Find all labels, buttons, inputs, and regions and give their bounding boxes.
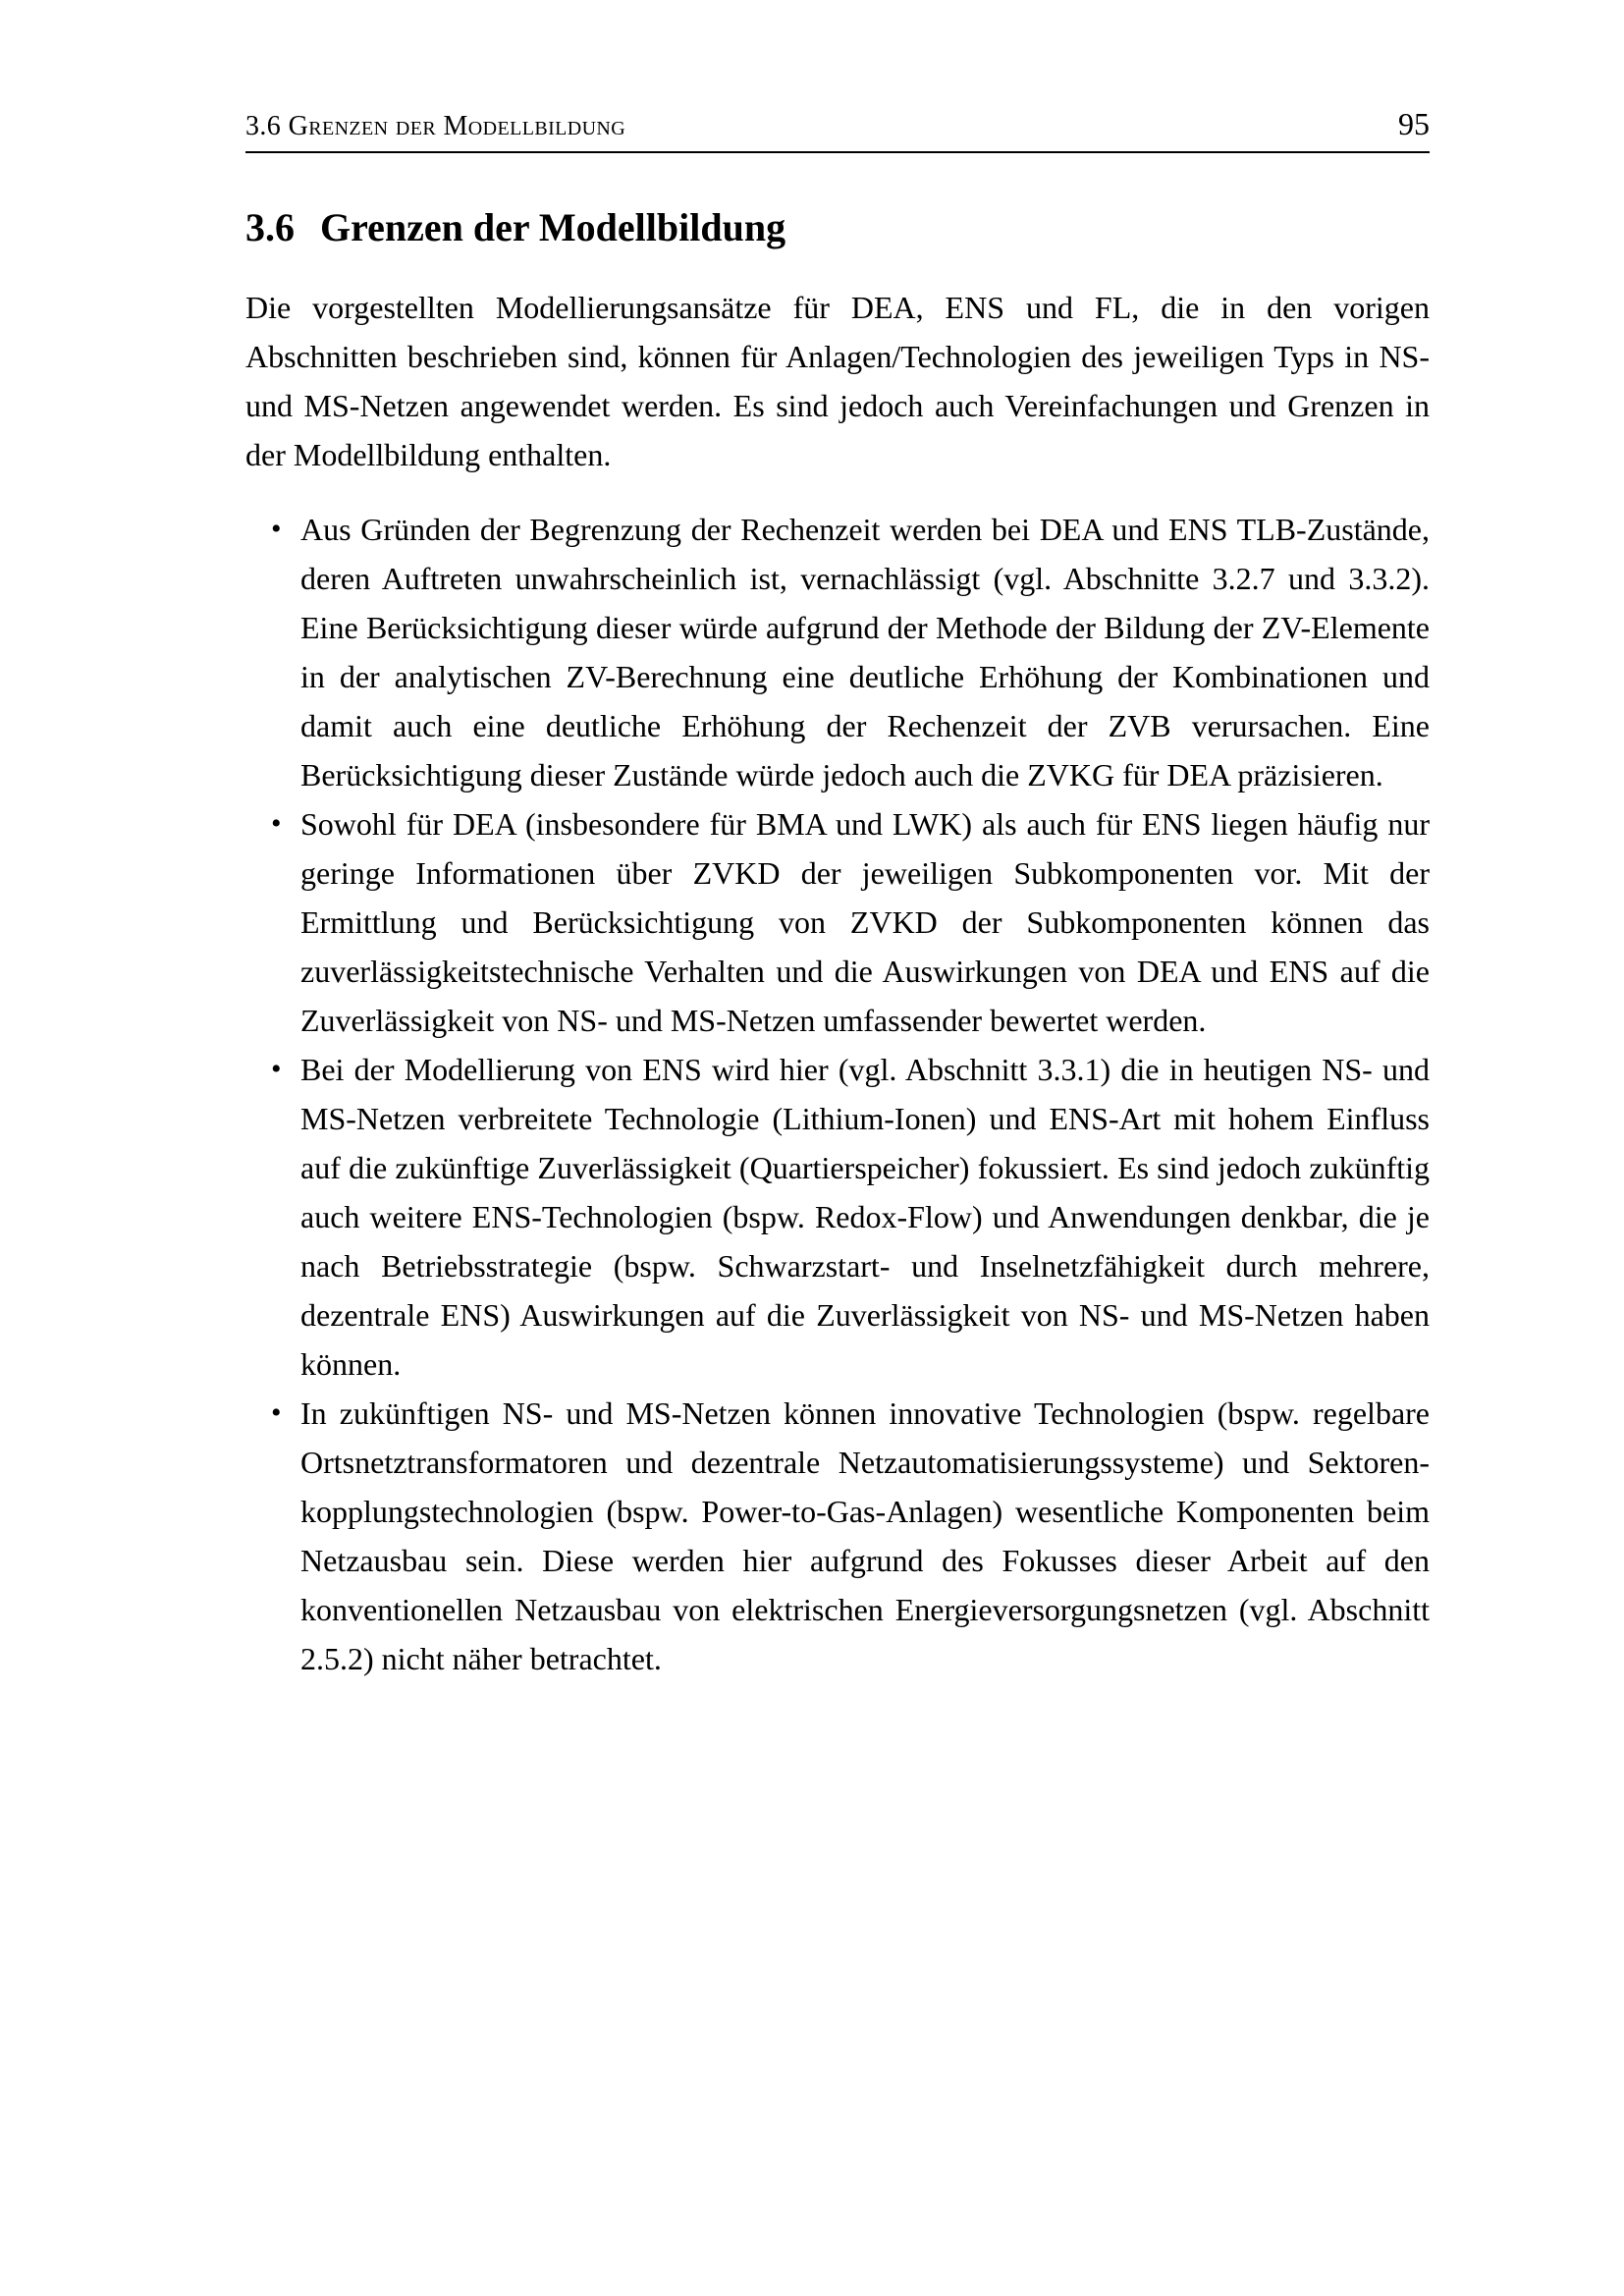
list-item	[271, 799, 1430, 1045]
bullet-marker: •	[271, 807, 282, 840]
list-item-text: Sowohl für DEA (insbesondere für BMA und LWK) als auch für ENS liegen häufig nur geringe Informationen über ZVKD der jeweiligen Subkomponenten vor. Mit der Ermittlung und Berücksichtigung von ZVKD der Subkomponenten können das zuverlässigkeitstechnische Verhalten und die Auswirkungen von DEA und ENS auf die Zuverlässigkeit von NS- und MS-Netzen umfassender bewertet werden.	[300, 806, 1430, 1038]
section-number: 3.6	[245, 205, 295, 249]
section-title: Grenzen der Modellbildung	[320, 205, 786, 249]
intro-paragraph: Die vorgestellten Modellierungsansätze für DEA, ENS und FL, die in den vorigen Abschnitten beschrieben sind, können für Anlagen/Technologien des jeweiligen Typs in NS- und MS-Netzen angewendet werden. Es sind jedoch auch Vereinfachungen und Grenzen in der Modellbildung enthalten.	[245, 290, 1430, 472]
list-item	[271, 505, 1430, 799]
list-item-text: Aus Gründen der Begrenzung der Rechenzeit werden bei DEA und ENS TLB-Zustände, deren Auftreten unwahrscheinlich ist, vernachlässigt (vgl. Abschnitte 3.2.7 und 3.3.2). Eine Berücksichtigung dieser würde aufgrund der Methode der Bildung der ZV-Elemente in der analytischen ZV-Berechnung eine deutliche Erhöhung der Kombinationen und damit auch eine deutliche Erhöhung der Rechenzeit der ZVB verursachen. Eine Berücksichtigung dieser Zustände würde jedoch auch die ZVKG für DEA präzisieren.	[300, 512, 1430, 793]
bullet-marker: •	[271, 513, 282, 545]
bullet-marker: •	[271, 1053, 282, 1085]
section-heading	[245, 202, 1430, 253]
bullet-list	[245, 505, 1430, 1683]
bullet-marker: •	[271, 1396, 282, 1429]
page-number: 95	[1398, 106, 1430, 141]
list-item	[271, 1045, 1430, 1389]
list-item-text: In zukünftigen NS- und MS-Netzen können innovative Technologien (bspw. regelbare Ortsnetztransformatoren und dezentrale Netzautomatisierungssysteme) und Sektorenkopplungstechnologien (bspw. Power-to-Gas-Anlagen) wesentliche Komponenten beim Netzausbau sein. Diese werden hier aufgrund des Fokusses dieser Arbeit auf den konventionellen Netzausbau von elektrischen Energieversorgungsnetzen (vgl. Abschnitt 2.5.2) nicht näher betrachtet.	[300, 1395, 1430, 1676]
running-title: 3.6 Grenzen der Modellbildung	[245, 111, 626, 141]
page-header	[245, 106, 1430, 153]
list-item-text: Bei der Modellierung von ENS wird hier (vgl. Abschnitt 3.3.1) die in heutigen NS- und MS-Netzen verbreitete Technologie (Lithium-Ionen) und ENS-Art mit hohem Einfluss auf die zukünftige Zuverlässigkeit (Quartierspeicher) fokussiert. Es sind jedoch zukünftig auch weitere ENS-Technologien (bspw. Redox-Flow) und Anwendungen denkbar, die je nach Betriebsstrategie (bspw. Schwarzstart- und Inselnetzfähigkeit durch mehrere, dezentrale ENS) Auswirkungen auf die Zuverlässigkeit von NS- und MS-Netzen haben können.	[300, 1052, 1430, 1382]
list-item	[271, 1389, 1430, 1683]
